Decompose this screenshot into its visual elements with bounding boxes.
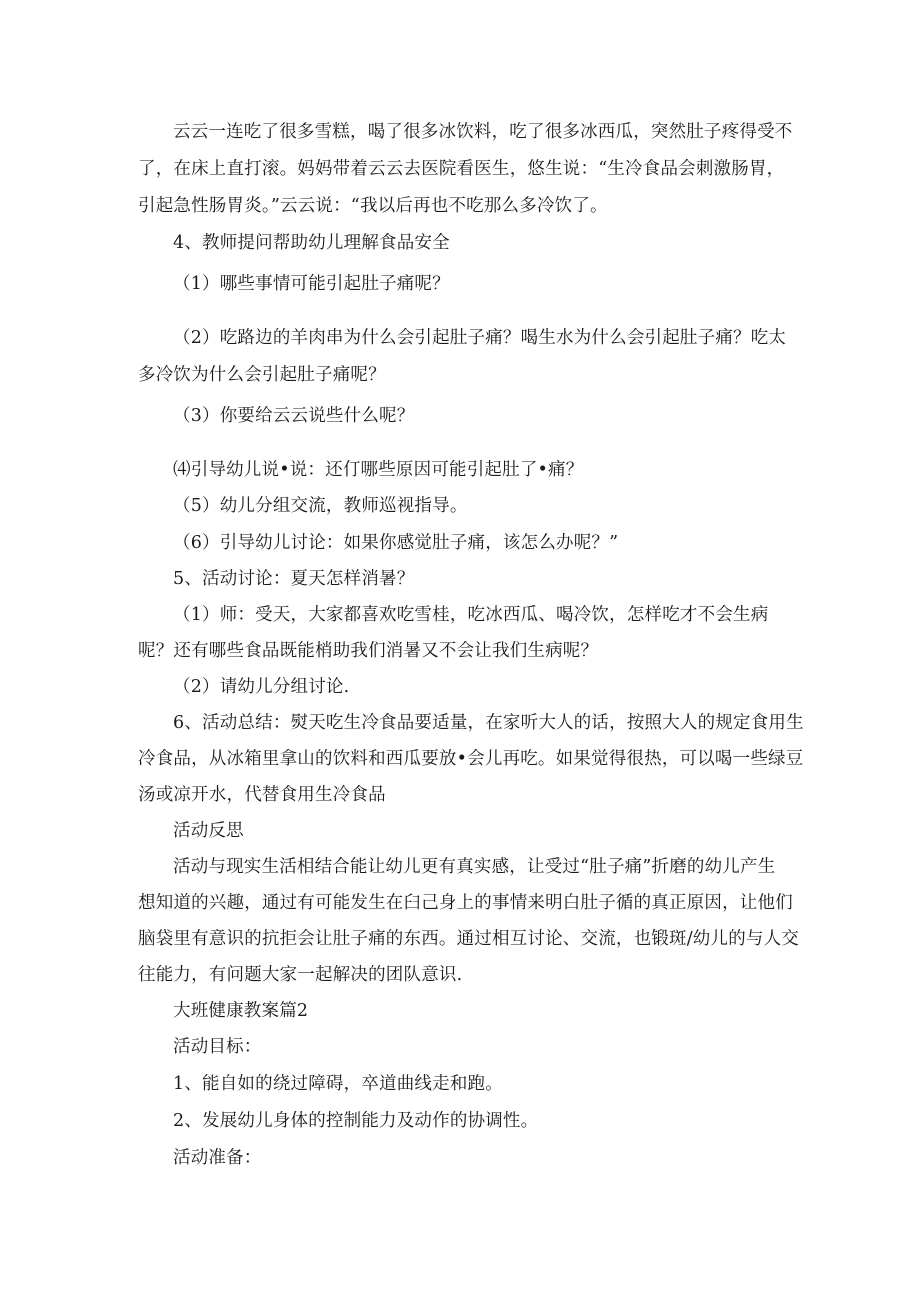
step5-point-1-line-1: （1）师：受天，大家都喜欢吃雪桂，吃冰西瓜、喝冷饮，怎样吃才不会生病 [173, 605, 769, 625]
step4-question-5: （5）幼儿分组交流，教师巡视指导。 [173, 496, 468, 516]
story-line-2: 了，在床上直打滚。妈妈带着云云去医院看医生，悠生说：“生冷食品会刺激肠胃， [138, 159, 785, 179]
prep-heading: 活动准备： [173, 1148, 262, 1168]
step4-question-2-line-2: 多冷饮为什么会引起肚子痛呢？ [138, 365, 386, 385]
step4-question-6: （6）引导幼儿讨论：如果你感觉肚子痛，该怎么办呢？” [173, 533, 619, 553]
story-line-3: 引起急性肠胃炎。”云云说：“我以后再也不吃那么多冷饮了。 [138, 196, 608, 216]
step4-question-2-line-1: （2）吃路边的羊肉串为什么会引起肚子痛？喝生水为什么会引起肚子痛？吃太 [173, 328, 787, 348]
step6-line-1: 6、活动总结：熨天吃生冷食品要适量，在家听大人的话，按照大人的规定食用生 [173, 713, 804, 733]
step6-line-3: 汤或凉开水，代替食用生冷食品 [138, 785, 386, 805]
reflection-line-3: 脑袋里有意识的抗拒会让肚子痛的东西。通过相互讨论、交流，也锻斑/幼儿的与人交 [138, 929, 799, 949]
step5-point-2: （2）请幼儿分组讨论. [173, 677, 350, 697]
goals-heading: 活动目标： [173, 1037, 262, 1057]
goal-1: 1、能自如的绕过障碍，卒道曲线走和跑。 [173, 1074, 503, 1094]
step5-point-1-line-2: 呢？还有哪些食品既能梢助我们消暑又不会让我们生病呢？ [138, 641, 599, 661]
goal-2: 2、发展幼儿身体的控制能力及动作的协调性。 [173, 1111, 539, 1131]
step4-question-3: （3）你要给云云说些什么呢？ [173, 406, 415, 426]
step4-heading: 4、教师提问帮助幼儿理解食品安全 [173, 233, 450, 253]
step4-question-1: （1）哪些事情可能引起肚子痛呢？ [173, 274, 450, 294]
step6-line-2: 冷食品，从冰箱里拿山的饮料和西瓜要放•会儿再吃。如果觉得很热，可以喝一些绿豆 [138, 749, 804, 769]
reflection-line-1: 活动与现实生活相结合能让幼儿更有真实感，让受过“肚子痛”折磨的幼儿产生 [173, 857, 776, 877]
reflection-line-2: 想知道的兴趣，通过有可能发生在臼己身上的事情来明白肚子循的真正原因，让他们 [138, 893, 793, 913]
reflection-line-4: 往能力，有问题大家一起解决的团队意识. [138, 965, 463, 985]
story-line-1: 云云一连吃了很多雪糕，喝了很多冰饮料，吃了很多冰西瓜，突然肚子疼得受不 [173, 122, 793, 142]
step4-question-4: ⑷引导幼儿说•说：还仃哪些原因可能引起肚了•痛？ [173, 460, 584, 480]
reflection-heading: 活动反思 [173, 821, 244, 841]
plan2-title: 大班健康教案篇2 [173, 1001, 309, 1021]
step5-heading: 5、活动讨论：夏天怎样消暑？ [173, 569, 415, 589]
